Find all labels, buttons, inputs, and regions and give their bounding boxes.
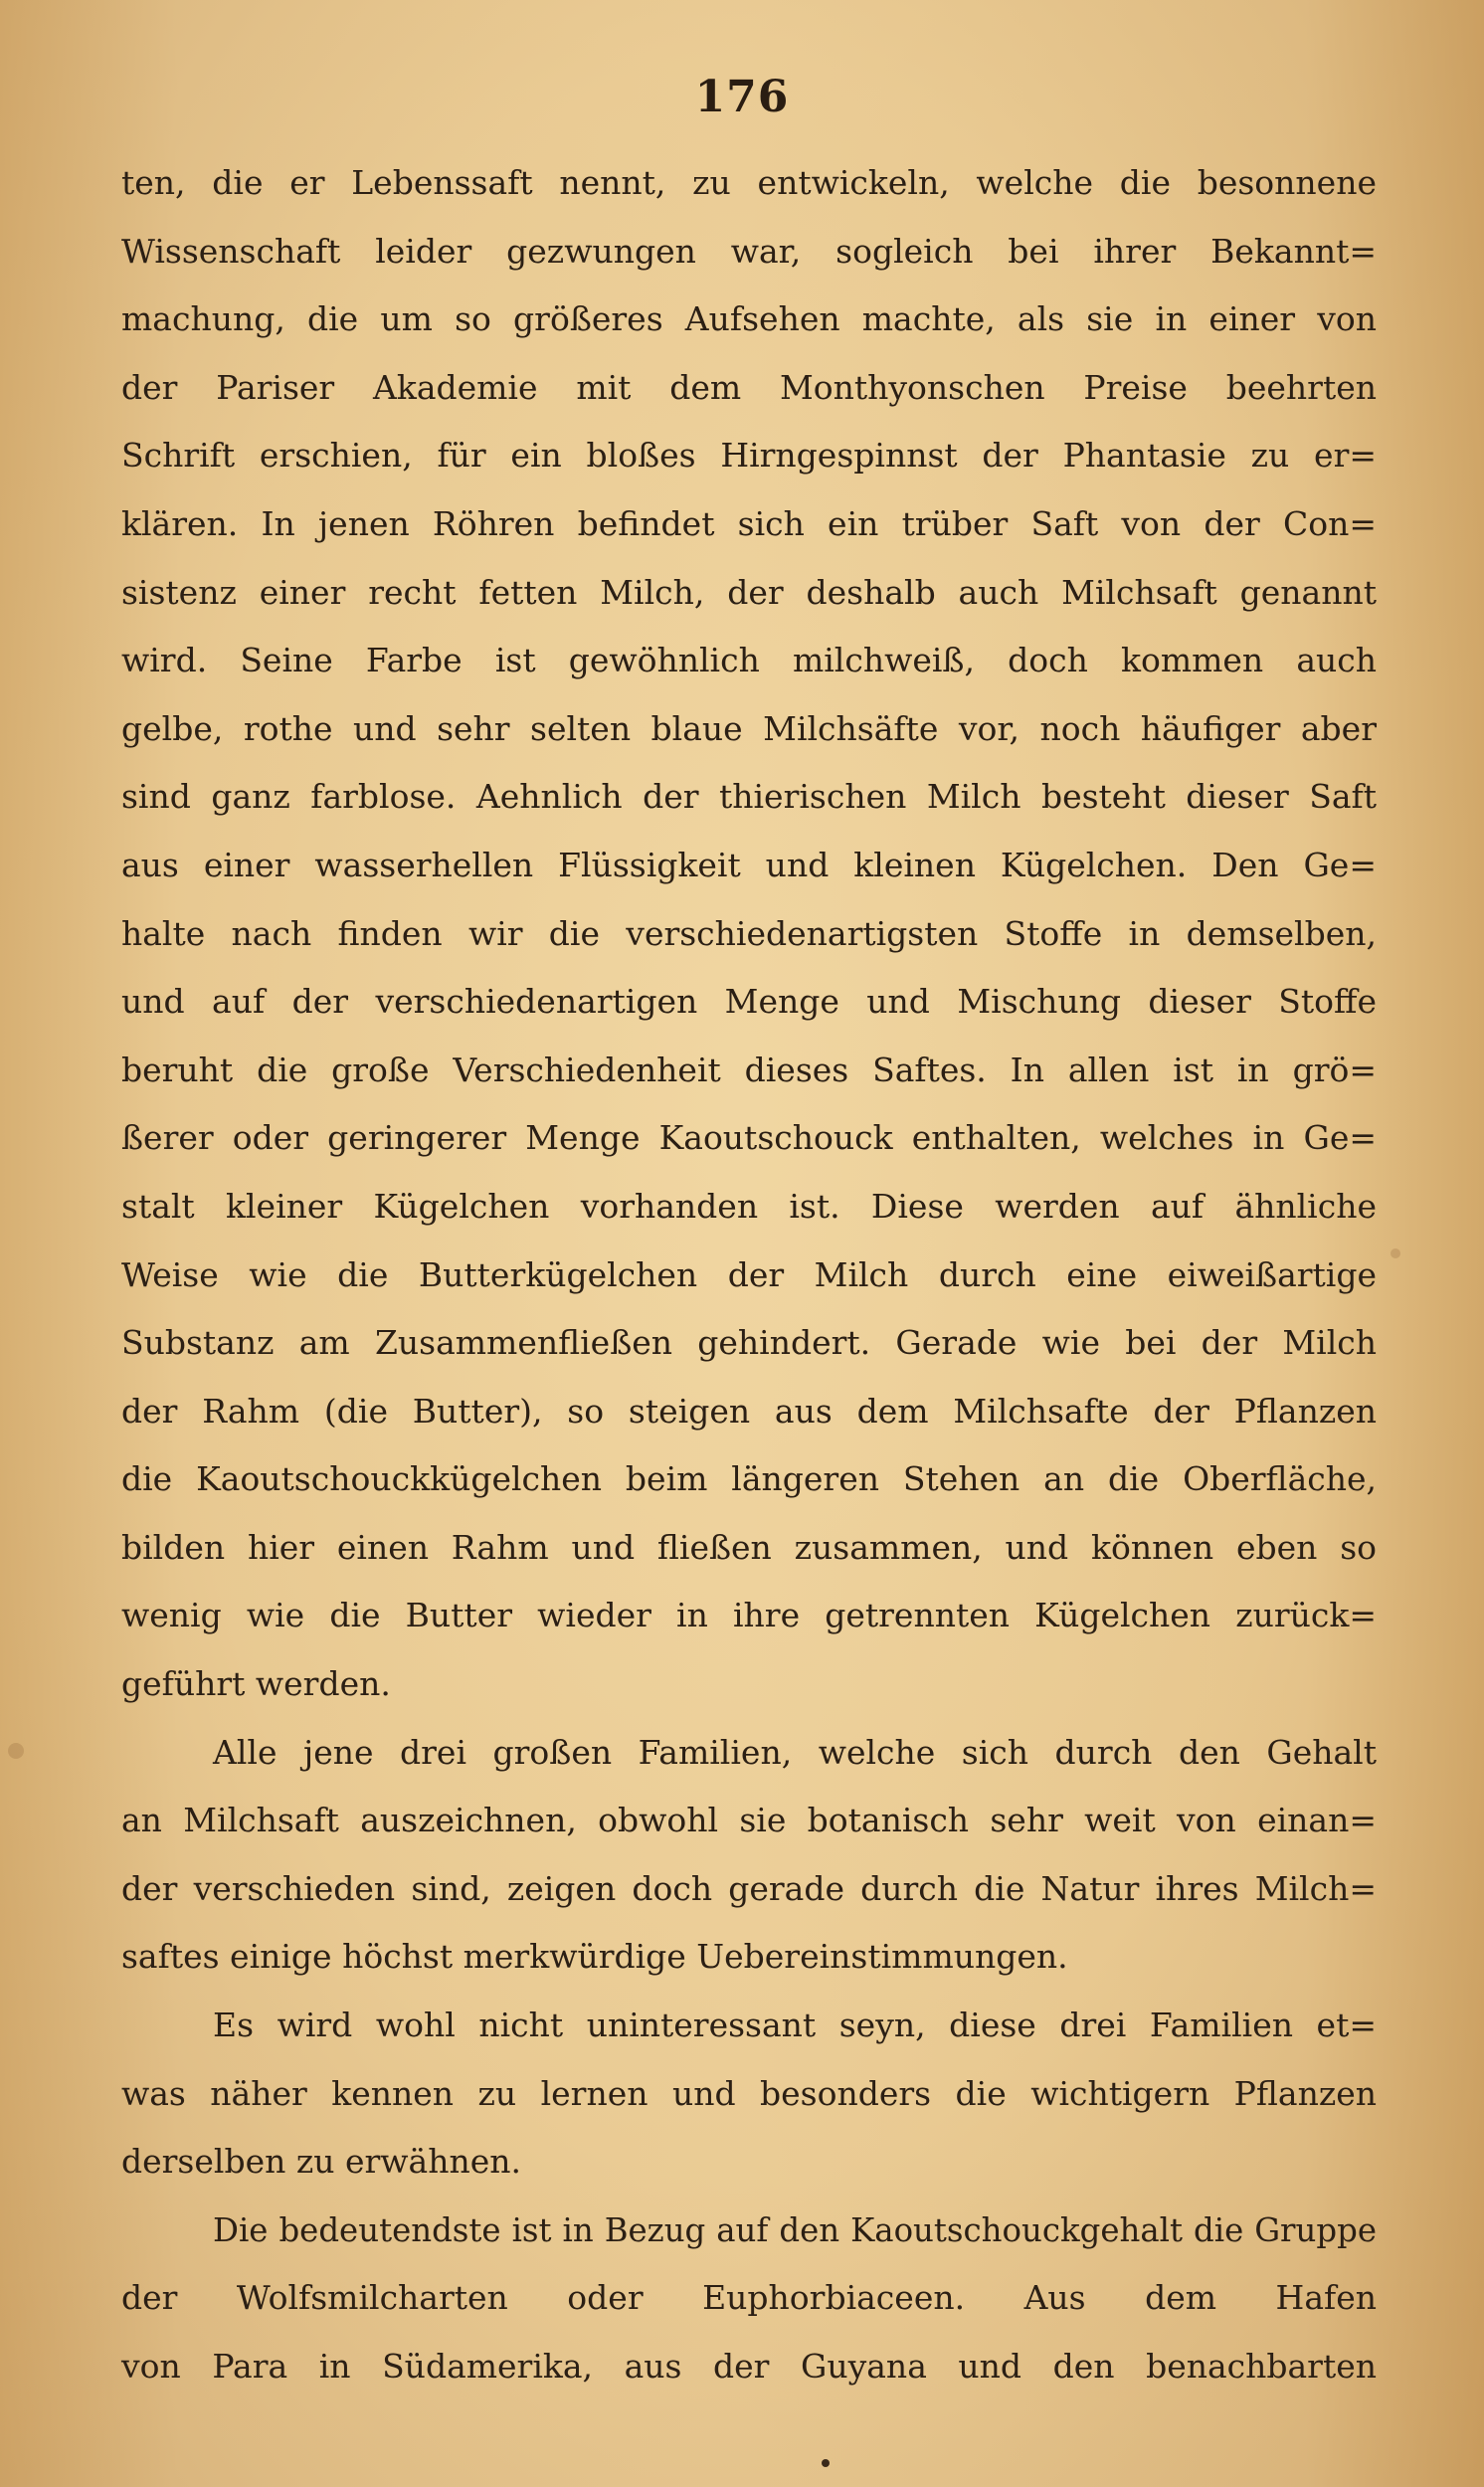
- paragraph-2: [121, 1719, 1377, 1992]
- text-line: Die bedeutendste ist in Bezug auf den Kaoutschouckgehalt die Gruppe: [213, 2210, 1377, 2249]
- paragraph-4: [121, 2197, 1377, 2401]
- text-line: Weise wie die Butterkügelchen der Milch durch eine eiweißartige: [121, 1254, 1377, 1294]
- text-line: bilden hier einen Rahm und fließen zusammen, und können eben so: [121, 1527, 1377, 1567]
- text-line: der Pariser Akademie mit dem Monthyonschen Preise beehrten: [121, 367, 1377, 407]
- paragraph-3: [121, 1992, 1377, 2197]
- text-line: der Rahm (die Butter), so steigen aus dem Milchsafte der Pflanzen: [121, 1391, 1377, 1431]
- text-line: saftes einige höchst merkwürdige Uebereinstimmungen.: [121, 1937, 1068, 1977]
- text-line: geführt werden.: [121, 1664, 391, 1704]
- text-line: der Wolfsmilcharten oder Euphorbiaceen. Aus dem Hafen: [121, 2278, 1377, 2318]
- text-line: wenig wie die Butter wieder in ihre getrennten Kügelchen zurück=: [121, 1596, 1377, 1635]
- text-line: ßerer oder geringerer Menge Kaoutschouck enthalten, welches in Ge=: [121, 1118, 1377, 1158]
- text-line: klären. In jenen Röhren befindet sich ein trüber Saft von der Con=: [121, 503, 1377, 543]
- paragraph-1: [121, 149, 1377, 1719]
- text-line: derselben zu erwähnen.: [121, 2142, 521, 2182]
- text-line: sistenz einer recht fetten Milch, der deshalb auch Milchsaft genannt: [121, 572, 1377, 612]
- text-line: was näher kennen zu lernen und besonders die wichtigern Pflanzen: [121, 2073, 1377, 2113]
- page-number: 176: [694, 72, 790, 122]
- text-line: der verschieden sind, zeigen doch gerade durch die Natur ihres Milch=: [121, 1868, 1377, 1908]
- text-line: stalt kleiner Kügelchen vorhanden ist. Diese werden auf ähnliche: [121, 1186, 1377, 1226]
- text-line: von Para in Südamerika, aus der Guyana und den benachbarten: [121, 2347, 1377, 2386]
- text-line: Es wird wohl nicht uninteressant seyn, diese drei Familien et=: [213, 2006, 1377, 2045]
- text-line: ten, die er Lebenssaft nennt, zu entwickeln, welche die besonnene: [121, 163, 1377, 202]
- paper-stain: [1391, 1248, 1400, 1258]
- text-line: machung, die um so größeres Aufsehen machte, als sie in einer von: [121, 299, 1377, 339]
- text-line: gelbe, rothe und sehr selten blaue Milchsäfte vor, noch häufiger aber: [121, 708, 1377, 748]
- text-line: sind ganz farblose. Aehnlich der thierischen Milch besteht dieser Saft: [121, 777, 1377, 817]
- text-line: Substanz am Zusammenfließen gehindert. Gerade wie bei der Milch: [121, 1323, 1377, 1363]
- text-line: Schrift erschien, für ein bloßes Hirngespinnst der Phantasie zu er=: [121, 436, 1377, 476]
- text-line: aus einer wasserhellen Flüssigkeit und kleinen Kügelchen. Den Ge=: [121, 845, 1377, 884]
- text-line: halte nach finden wir die verschiedenartigsten Stoffe in demselben,: [121, 913, 1377, 953]
- paper-stain: [8, 1743, 24, 1759]
- ink-speck: [822, 2459, 830, 2467]
- text-line: beruht die große Verschiedenheit dieses Saftes. In allen ist in grö=: [121, 1050, 1377, 1089]
- text-line: Alle jene drei großen Familien, welche sich durch den Gehalt: [213, 1732, 1377, 1772]
- text-line: die Kaoutschouckkügelchen beim längeren Stehen an die Oberfläche,: [121, 1459, 1377, 1499]
- text-line: und auf der verschiedenartigen Menge und Mischung dieser Stoffe: [121, 982, 1377, 1022]
- body-text: [121, 149, 1377, 2401]
- text-line: Wissenschaft leider gezwungen war, sogleich bei ihrer Bekannt=: [121, 231, 1377, 271]
- text-line: wird. Seine Farbe ist gewöhnlich milchweiß, doch kommen auch: [121, 641, 1377, 680]
- text-line: an Milchsaft auszeichnen, obwohl sie botanisch sehr weit von einan=: [121, 1801, 1377, 1840]
